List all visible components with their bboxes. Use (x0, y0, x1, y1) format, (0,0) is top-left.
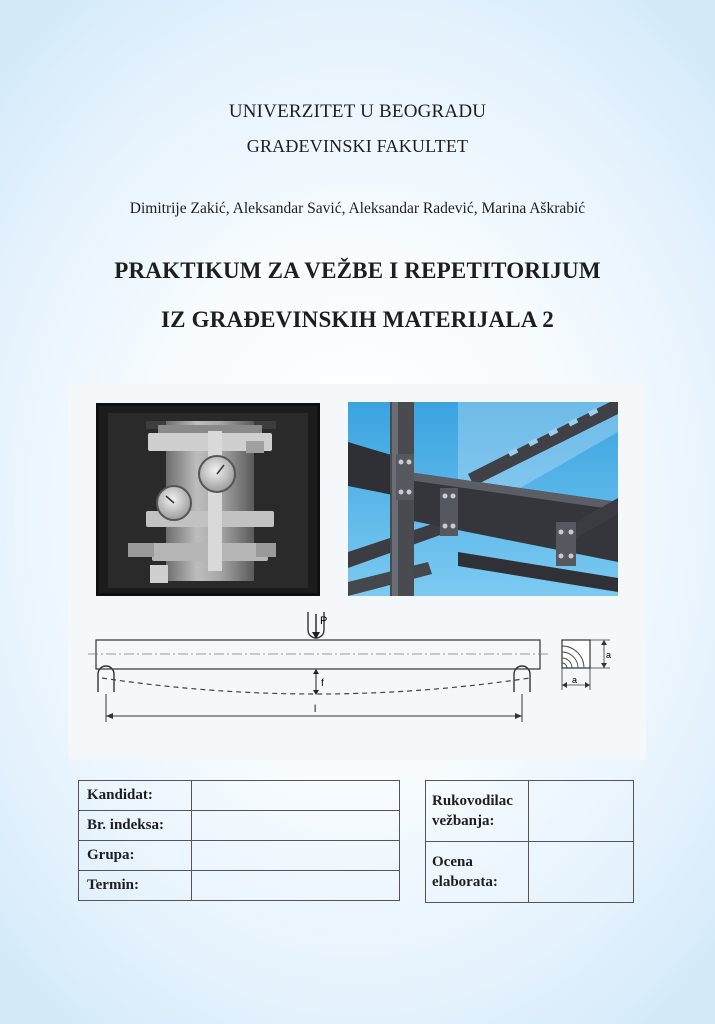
supervisor-label-line2: vežbanja: (432, 813, 495, 829)
right-support (514, 666, 530, 692)
table-row (79, 781, 400, 811)
supervisor-table (425, 780, 634, 903)
index-number-field[interactable] (192, 811, 400, 841)
term-field[interactable] (192, 871, 400, 901)
faculty-name: GRAĐEVINSKI FAKULTET (246, 136, 469, 156)
authors-line: Dimitrije Zakić, Aleksandar Savić, Aleksandar Radević, Marina Aškrabić (129, 200, 586, 217)
term-label: Termin: (79, 871, 192, 901)
bending-test-diagram (88, 610, 628, 730)
steel-structure-photo (348, 402, 618, 596)
title-line-2: IZ GRAĐEVINSKIH MATERIJALA 2 (160, 307, 555, 332)
table-row (426, 781, 634, 842)
grade-label-line2: elaborata: (432, 874, 498, 890)
candidate-label: Kandidat: (79, 781, 192, 811)
group-label: Grupa: (79, 841, 192, 871)
compression-test-photo (96, 403, 320, 596)
beam-outline (96, 640, 540, 669)
section-height-label: a (606, 650, 612, 660)
group-field[interactable] (192, 841, 400, 871)
grade-label-line1: Ocena (432, 854, 473, 870)
candidate-info-table (78, 780, 400, 901)
table-row (79, 841, 400, 871)
grade-label (426, 842, 529, 903)
supervisor-field[interactable] (529, 781, 634, 842)
grade-field[interactable] (529, 842, 634, 903)
supervisor-label (426, 781, 529, 842)
title-line-1: PRAKTIKUM ZA VEŽBE I REPETITORIJUM (114, 258, 601, 283)
deflection-label: f (321, 678, 324, 689)
span-label: l (314, 704, 317, 715)
section-width-label: a (572, 675, 578, 685)
index-number-label: Br. indeksa: (79, 811, 192, 841)
load-label: P (320, 615, 328, 627)
table-row (79, 811, 400, 841)
table-row (79, 871, 400, 901)
candidate-field[interactable] (192, 781, 400, 811)
supervisor-label-line1: Rukovodilac (432, 793, 513, 809)
cross-section (562, 640, 610, 690)
university-name: UNIVERZITET U BEOGRADU (228, 101, 487, 122)
table-row (426, 842, 634, 903)
